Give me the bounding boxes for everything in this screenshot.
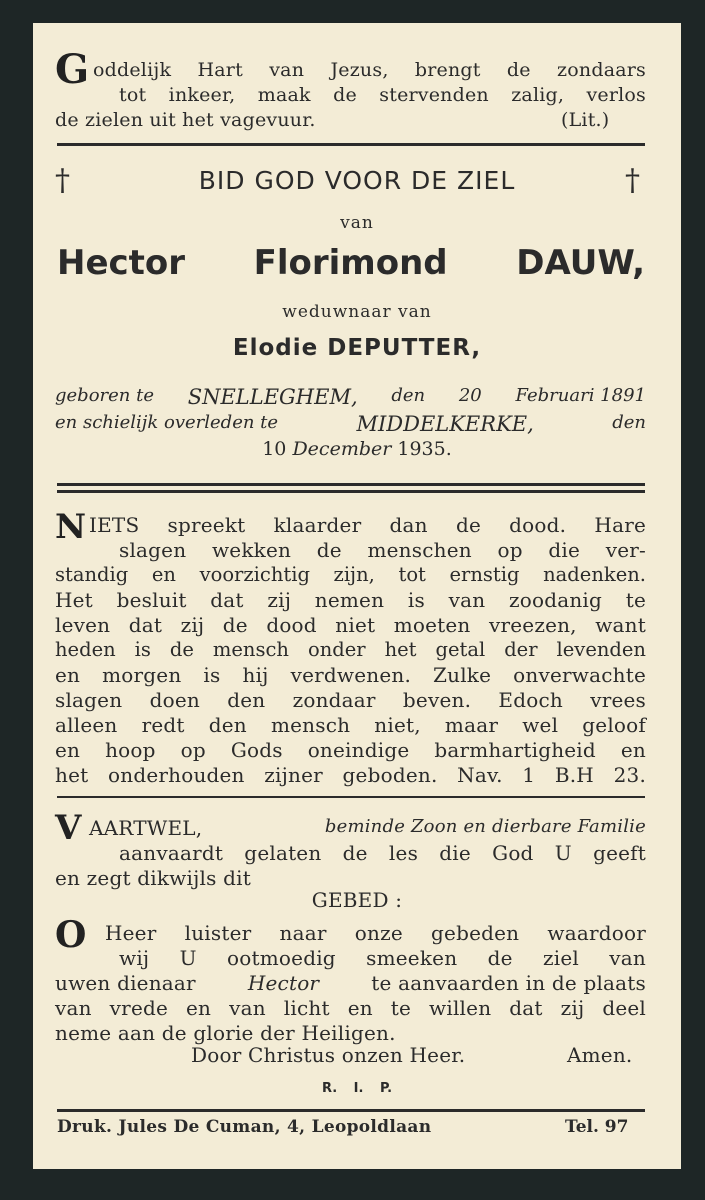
- gebed-line-3a: uwen dienaar: [55, 971, 196, 995]
- niets-line: slagen wekken de menschen op die ver-: [119, 538, 646, 562]
- niets-line: slagen doen den zondaar beven. Edoch vrees: [55, 688, 646, 712]
- gebed-line-5: neme aan de glorie der Heiligen.: [55, 1021, 396, 1045]
- niets-line: heden is de mensch onder het getal der levenden: [55, 638, 646, 661]
- niets-line: en hoop op Gods oneindige barmhartigheid en: [55, 738, 646, 762]
- vaartwel-dropcap: V: [55, 808, 82, 848]
- rip: R. I. P.: [321, 1081, 393, 1096]
- prayer-dropcap: G: [55, 46, 90, 93]
- vaartwel-line-3: en zegt dikwijls dit: [55, 866, 251, 890]
- death-label: en schielijk overleden te: [55, 412, 279, 433]
- divider: [57, 796, 645, 798]
- cross-right: †: [625, 163, 640, 198]
- niets-line: en morgen is hij verdwenen. Zulke onverwachte: [55, 663, 646, 687]
- birth-line: [55, 385, 646, 409]
- prayer-line-2: tot inkeer, maak de stervenden zalig, verlos: [119, 84, 646, 106]
- birth-day: 20: [458, 385, 482, 406]
- death-month: December: [292, 438, 392, 460]
- niets-line: leven dat zij de dood niet moeten vreezen, want: [55, 613, 646, 637]
- divider: [57, 483, 645, 486]
- van-label: van: [340, 213, 374, 233]
- prayer-line-1: oddelijk Hart van Jezus, brengt de zondaars: [93, 59, 646, 81]
- gebed-line-1: Heer luister naar onze gebeden waardoor: [105, 921, 646, 945]
- vaartwel-line-1: [89, 816, 646, 840]
- gebed-line-4: van vrede en van licht en te willen dat zij deel: [55, 996, 646, 1020]
- death-den: den: [612, 412, 646, 433]
- niets-line: Het besluit dat zij nemen is van zoodanig te: [55, 588, 646, 612]
- divider: [57, 1109, 645, 1112]
- gebed-line-3: [55, 971, 646, 995]
- birth-den: den: [391, 385, 426, 406]
- printer-name: Druk. Jules De Cuman, 4, Leopoldlaan: [57, 1117, 432, 1137]
- death-year: 1935.: [397, 438, 452, 460]
- vaartwel-italic: beminde Zoon en dierbare Familie: [324, 816, 646, 837]
- gebed-amen: Amen.: [567, 1043, 633, 1067]
- gebed-line-3b: te aanvaarden in de plaats: [371, 971, 646, 995]
- niets-line: alleen redt den mensch niet, maar wel geloof: [55, 713, 646, 737]
- page-title: BID GOD VOOR DE ZIEL: [198, 166, 516, 195]
- memorial-card: [33, 23, 681, 1169]
- death-date: [33, 438, 681, 460]
- relation-label: weduwnaar van: [282, 302, 432, 322]
- birth-label: geboren te: [55, 385, 154, 406]
- birth-month-year: Februari 1891: [515, 385, 646, 406]
- niets-line: het onderhouden zijner geboden. Nav. 1 B.H 23.: [55, 763, 646, 787]
- gebed-heading: GEBED :: [311, 888, 403, 912]
- deceased-name: Hector Florimond DAUW,: [57, 243, 645, 283]
- death-line: [55, 412, 646, 436]
- death-day: 10: [262, 438, 287, 460]
- niets-line: IETS spreekt klaarder dan de dood. Hare: [89, 513, 646, 537]
- divider: [57, 143, 645, 146]
- gebed-line-2: wij U ootmoedig smeeken de ziel van: [119, 946, 646, 970]
- gebed-name: Hector: [247, 971, 320, 995]
- gebed-line-6a: Door Christus onzen Heer.: [191, 1043, 466, 1067]
- gebed-dropcap: O: [55, 914, 87, 956]
- spouse-name: Elodie DEPUTTER,: [232, 335, 482, 361]
- vaartwel-word: AARTWEL,: [89, 816, 203, 840]
- death-place: MIDDELKERKE,: [356, 412, 534, 436]
- birth-place: SNELLEGHEM,: [187, 385, 358, 409]
- prayer-note: (Lit.): [561, 109, 610, 131]
- niets-line: standig en voorzichtig zijn, tot ernstig nadenken.: [55, 563, 646, 586]
- prayer-line-3: de zielen uit het vagevuur.: [55, 109, 316, 131]
- cross-left: †: [55, 163, 70, 198]
- printer-tel: Tel. 97: [565, 1117, 629, 1137]
- divider: [57, 490, 645, 493]
- niets-dropcap: N: [55, 507, 87, 547]
- vaartwel-line-2: aanvaardt gelaten de les die God U geeft: [119, 841, 646, 865]
